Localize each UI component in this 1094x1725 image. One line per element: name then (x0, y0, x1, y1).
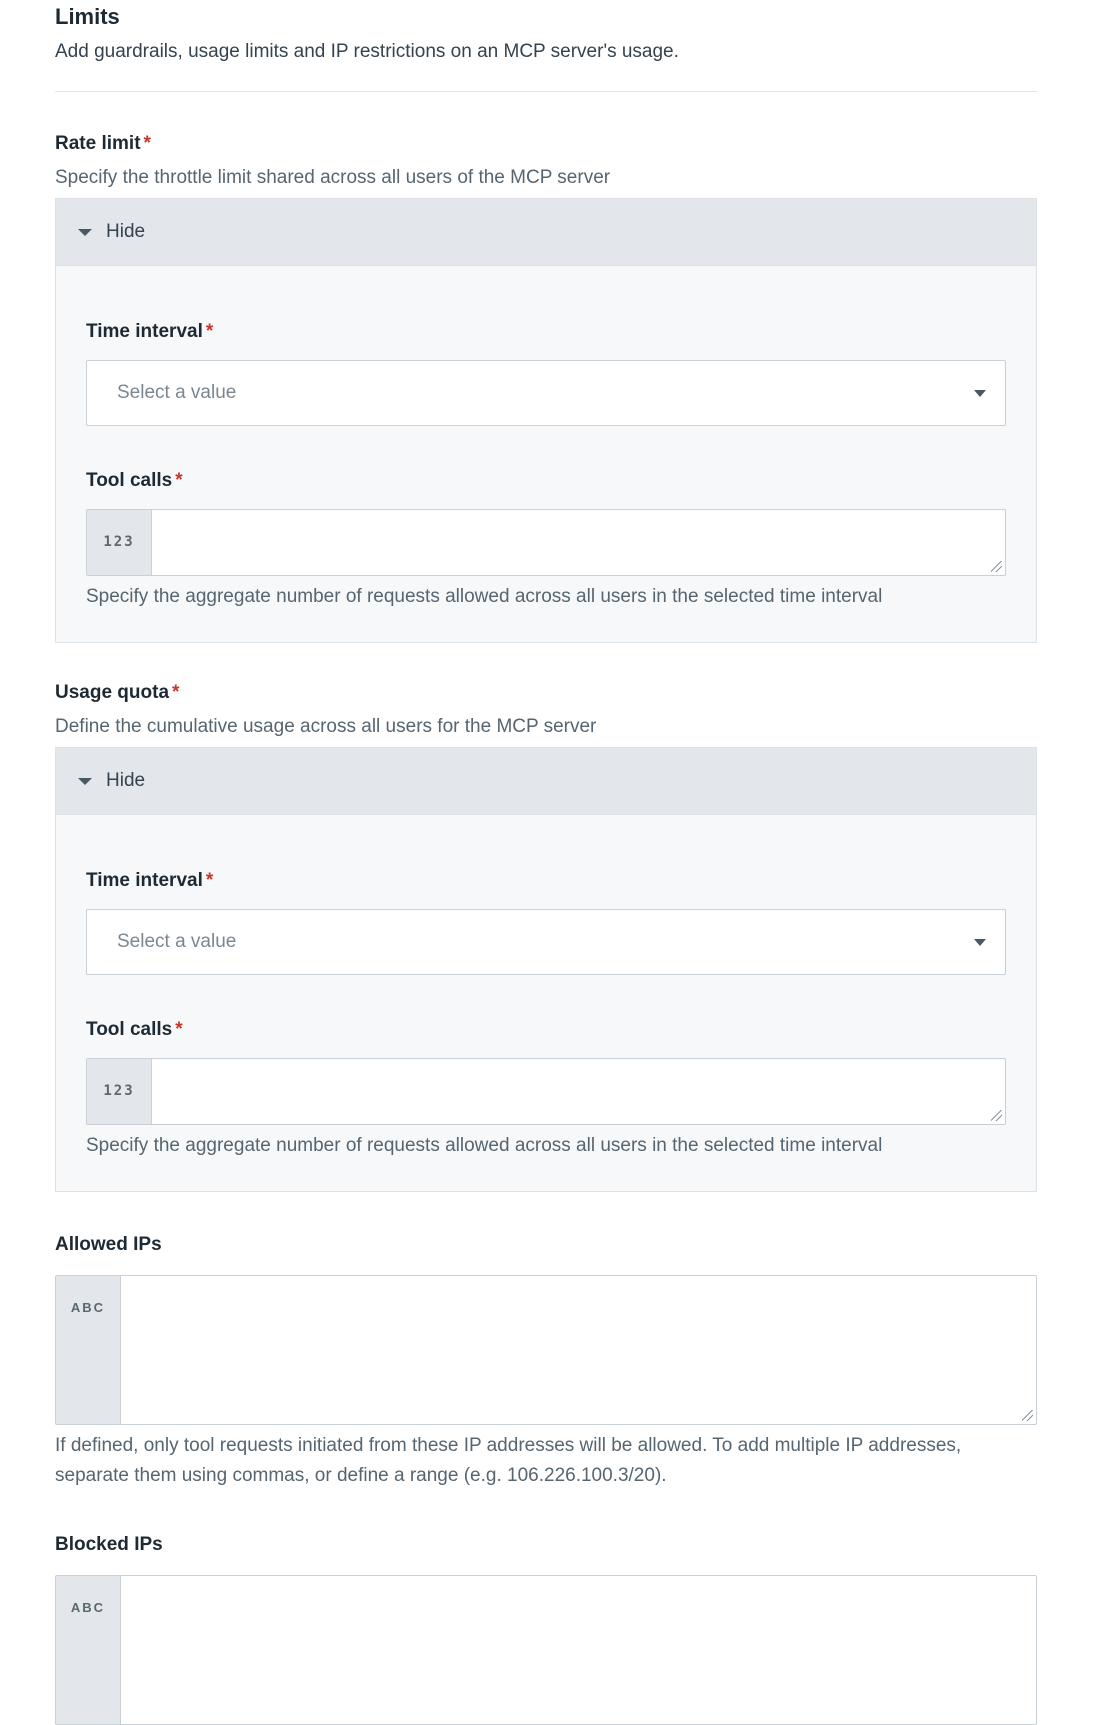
rate-limit-field (55, 132, 1037, 643)
usage-quota-panel-body (56, 815, 1036, 1191)
rate-limit-toggle[interactable] (56, 199, 1036, 266)
rate-limit-panel (55, 198, 1037, 643)
required-marker: * (175, 1019, 183, 1040)
section-title: Limits (55, 4, 120, 29)
required-marker: * (143, 133, 151, 154)
allowed-ips-label: Allowed IPs (55, 1234, 162, 1255)
rate-limit-label: Rate limit * (55, 133, 151, 154)
limits-section (55, 0, 1037, 1725)
blocked-ips-field (55, 1533, 1037, 1725)
rate-limit-panel-body (56, 266, 1036, 642)
usage-quota-label: Usage quota * (55, 682, 180, 703)
tool-calls-label: Tool calls * (86, 470, 183, 491)
chevron-down-icon (974, 390, 986, 397)
usage-quota-description: Define the cumulative usage across all users for the MCP server (55, 716, 597, 737)
number-type-badge: 123 (87, 1059, 152, 1124)
caret-down-icon (78, 229, 92, 236)
rate-limit-tool-calls-input[interactable] (86, 509, 1006, 576)
tool-calls-text-area[interactable] (152, 510, 1005, 575)
required-marker: * (205, 321, 214, 342)
usage-quota-field (55, 681, 1037, 1192)
allowed-ips-field (55, 1233, 1037, 1491)
rate-limit-time-interval-select[interactable] (86, 360, 1006, 426)
allowed-ips-input[interactable] (55, 1275, 1037, 1425)
section-divider (55, 91, 1037, 92)
allowed-ips-help-line-1: If defined, only tool requests initiated from these IP addresses will be allowed. To add multiple IP addresses, (55, 1435, 962, 1456)
usage-quota-tool-calls-input[interactable] (86, 1058, 1006, 1125)
select-placeholder: Select a value (117, 382, 237, 403)
time-interval-label: Time interval * (86, 870, 214, 891)
time-interval-label: Time interval * (86, 321, 214, 342)
chevron-down-icon (974, 939, 986, 946)
text-type-badge: ABC (56, 1276, 121, 1424)
resize-handle-icon[interactable] (991, 561, 1002, 572)
required-marker: * (205, 870, 214, 891)
tool-calls-label: Tool calls * (86, 1019, 183, 1040)
usage-quota-time-interval-select[interactable] (86, 909, 1006, 975)
caret-down-icon (78, 778, 92, 785)
blocked-ips-text-area[interactable] (121, 1576, 1036, 1724)
usage-quota-panel (55, 747, 1037, 1192)
allowed-ips-text-area[interactable] (121, 1276, 1036, 1424)
toggle-label: Hide (106, 221, 146, 242)
usage-quota-toggle[interactable] (56, 748, 1036, 815)
toggle-label: Hide (106, 770, 146, 791)
tool-calls-help: Specify the aggregate number of requests allowed across all users in the selected time interval (86, 586, 883, 607)
tool-calls-help: Specify the aggregate number of requests allowed across all users in the selected time interval (86, 1135, 883, 1156)
section-description: Add guardrails, usage limits and IP restrictions on an MCP server's usage. (55, 41, 679, 62)
select-placeholder: Select a value (117, 931, 237, 952)
resize-handle-icon[interactable] (991, 1110, 1002, 1121)
number-type-badge: 123 (87, 510, 152, 575)
blocked-ips-label: Blocked IPs (55, 1534, 163, 1555)
required-marker: * (175, 470, 183, 491)
tool-calls-text-area[interactable] (152, 1059, 1005, 1124)
rate-limit-description: Specify the throttle limit shared across all users of the MCP server (55, 167, 611, 188)
text-type-badge: ABC (56, 1576, 121, 1724)
allowed-ips-help-line-2: separate them using commas, or define a range (e.g. 106.226.100.3/20). (55, 1465, 667, 1486)
resize-handle-icon[interactable] (1022, 1410, 1033, 1421)
blocked-ips-input[interactable] (55, 1575, 1037, 1725)
required-marker: * (172, 682, 180, 703)
